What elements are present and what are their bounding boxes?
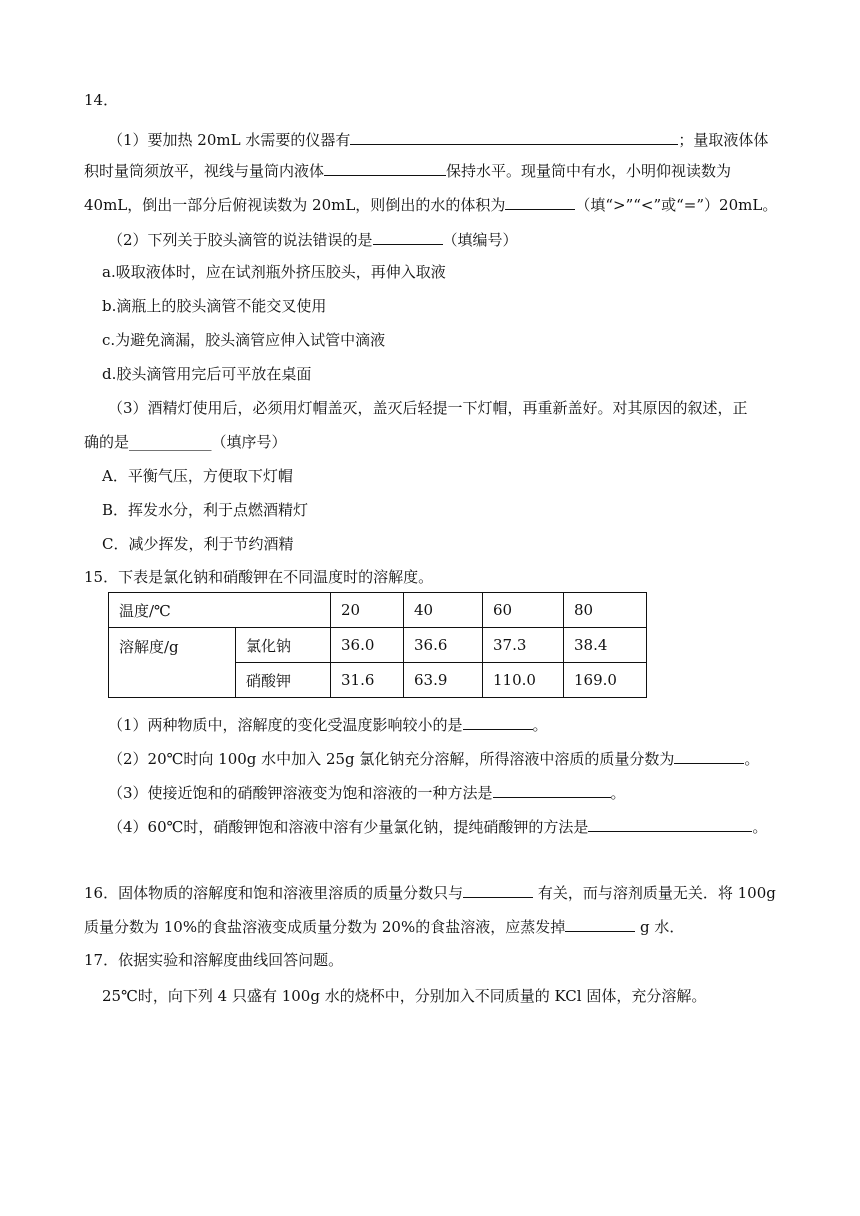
q14-part1-text-d: 保持水平。现量筒中有水，小明仰视读数为 — [446, 162, 732, 180]
q15-sub2-end: 。 — [744, 750, 760, 768]
value-cell: 38.4 — [564, 628, 647, 663]
q14-blank-liquid-level[interactable] — [324, 159, 446, 176]
q15-sub1-end: 。 — [532, 716, 548, 734]
q15-blank-4[interactable] — [588, 815, 752, 832]
q15-sub4-end: 。 — [752, 818, 768, 836]
q16-text-c: 质量分数为 10%的食盐溶液变成质量分数为 20%的食盐溶液，应蒸发掉 — [84, 918, 566, 936]
table-row-nacl — [109, 628, 647, 663]
q14-blank-dropper[interactable] — [373, 228, 443, 245]
q15-sub1-text: （1）两种物质中，溶解度的变化受温度影响较小的是 — [108, 716, 463, 734]
q14-number: 14． — [84, 91, 119, 109]
q16-line2 — [84, 915, 684, 938]
q14-part1-text-f: （填“>”“<”或“=”）20mL。 — [575, 196, 778, 214]
q14-part2-hint: （填编号） — [442, 231, 518, 249]
value-cell: 63.9 — [404, 663, 483, 698]
q14-option-a: a.吸取液体时，应在试剂瓶外挤压胶头，再伸入取液 — [102, 263, 446, 281]
solubility-table — [108, 592, 647, 698]
q14-option-A: A．平衡气压，方便取下灯帽 — [102, 467, 293, 485]
substance-cell: 硝酸钾 — [236, 663, 331, 698]
table-row-temperature — [109, 593, 647, 628]
value-cell: 36.0 — [331, 628, 404, 663]
q15-sub3-end: 。 — [610, 784, 626, 802]
q14-part2-stem — [108, 228, 518, 251]
value-cell: 169.0 — [564, 663, 647, 698]
q15-sub2 — [108, 747, 759, 770]
value-cell: 37.3 — [483, 628, 564, 663]
q15-blank-3[interactable] — [493, 781, 611, 798]
temp-cell: 60 — [483, 593, 564, 628]
q15-sub1 — [108, 713, 548, 736]
q14-part1-text-c: 积时量筒须放平，视线与量筒内液体 — [84, 162, 325, 180]
q14-part1-text-a: （1）要加热 20mL 水需要的仪器有 — [108, 131, 351, 149]
value-cell: 110.0 — [483, 663, 564, 698]
temp-cell: 40 — [404, 593, 483, 628]
q15-sub3-text: （3）使接近饱和的硝酸钾溶液变为饱和溶液的一种方法是 — [108, 784, 493, 802]
q16-line1 — [84, 881, 776, 904]
q15-blank-2[interactable] — [674, 747, 744, 764]
q14-part2-text: （2）下列关于胶头滴管的说法错误的是 — [108, 231, 373, 249]
q14-part1-text-b: ；量取液体体 — [678, 131, 769, 149]
q16-blank-2[interactable] — [565, 915, 635, 932]
temp-cell: 20 — [331, 593, 404, 628]
solubility-header-cell: 溶解度/g — [109, 628, 236, 698]
q14-part3-line1: （3）酒精灯使用后，必须用灯帽盖灭，盖灭后轻提一下灯帽，再重新盖好。对其原因的叙述，正 — [108, 399, 748, 417]
q17-stem: 17．依据实验和溶解度曲线回答问题。 — [84, 951, 344, 969]
q15-sub4 — [108, 815, 767, 838]
q17-context: 25℃时，向下列 4 只盛有 100g 水的烧杯中，分别加入不同质量的 KCl 固体，充分溶解。 — [102, 987, 707, 1005]
q14-option-C: C．减少挥发，利于节约酒精 — [102, 535, 294, 553]
value-cell: 31.6 — [331, 663, 404, 698]
q14-blank-instruments[interactable] — [350, 128, 678, 145]
q16-text-b: 有关，而与溶剂质量无关．将 100g — [533, 884, 776, 902]
q15-sub3 — [108, 781, 626, 804]
q14-part3-line2: 确的是___________（填序号） — [84, 433, 287, 451]
q14-option-c: c.为避免滴漏，胶头滴管应伸入试管中滴液 — [102, 331, 386, 349]
q15-sub2-text: （2）20℃时向 100g 水中加入 25g 氯化钠充分溶解，所得溶液中溶质的质量分数为 — [108, 750, 675, 768]
value-cell: 36.6 — [404, 628, 483, 663]
q16-text-a: 16．固体物质的溶解度和饱和溶液里溶质的质量分数只与 — [84, 884, 464, 902]
q14-blank-volume[interactable] — [505, 193, 575, 210]
substance-cell: 氯化钠 — [236, 628, 331, 663]
q14-option-d: d.胶头滴管用完后可平放在桌面 — [102, 365, 312, 383]
q14-part1-line2 — [84, 159, 731, 182]
q14-part1-line1 — [108, 128, 768, 151]
q16-text-d: g 水． — [635, 918, 685, 936]
temp-header-cell: 温度/℃ — [109, 593, 331, 628]
q15-blank-1[interactable] — [463, 713, 533, 730]
q15-stem: 15．下表是氯化钠和硝酸钾在不同温度时的溶解度。 — [84, 568, 434, 586]
q14-part1-text-e: 40mL，倒出一部分后俯视读数为 20mL，则倒出的水的体积为 — [84, 196, 506, 214]
q16-blank-1[interactable] — [463, 881, 533, 898]
q14-part1-line3 — [84, 193, 777, 216]
q14-option-b: b.滴瓶上的胶头滴管不能交叉使用 — [102, 297, 327, 315]
q14-option-B: B．挥发水分，利于点燃酒精灯 — [102, 501, 309, 519]
q15-sub4-text: （4）60℃时，硝酸钾饱和溶液中溶有少量氯化钠，提纯硝酸钾的方法是 — [108, 818, 589, 836]
temp-cell: 80 — [564, 593, 647, 628]
